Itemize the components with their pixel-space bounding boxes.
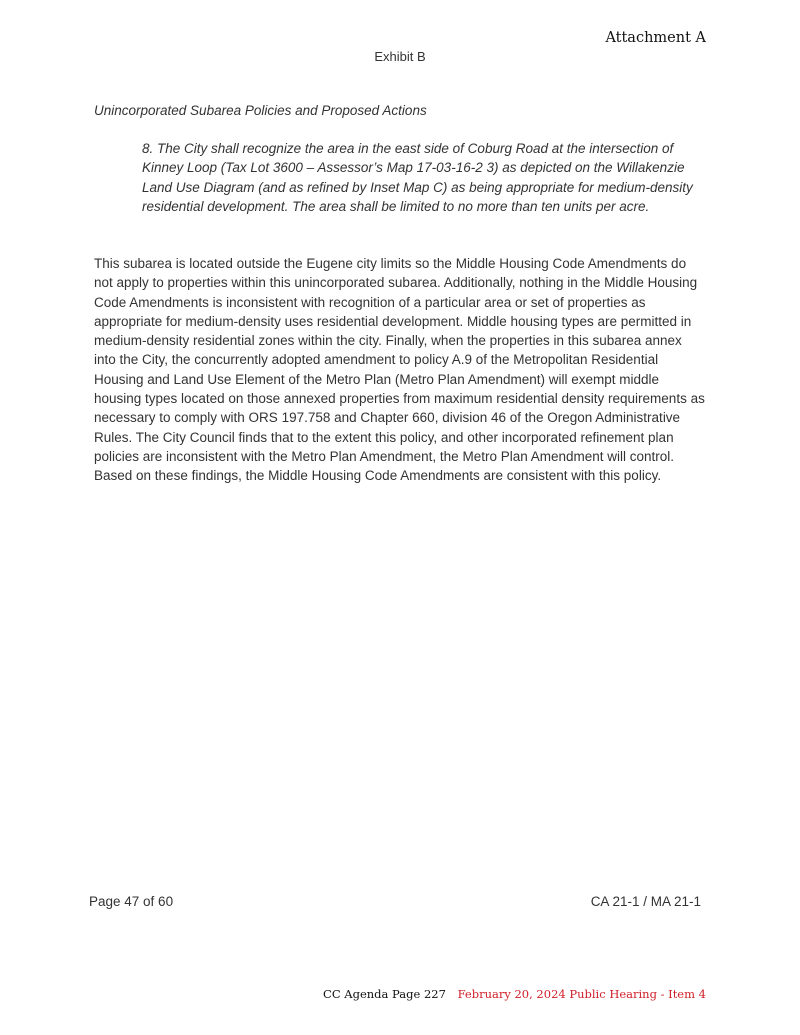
page-number: Page 47 of 60: [89, 894, 174, 909]
policy-text: 8. The City shall recognize the area in the east side of Coburg Road at the intersection of Kinney Loop (Tax Lot 3600 – Assessor’s Map 17-03-16-2 3) as depicted on the Willakenzie Land Use Diagram (and as refined by Inset Map C) as being appropriate for medium-density residential development. The area shall be limited to no more than ten units per acre.: [142, 141, 693, 215]
exhibit-label: Exhibit B: [374, 49, 426, 64]
agenda-stamp: [323, 987, 706, 1001]
hearing-label: February 20, 2024 Public Hearing - Item 4: [457, 987, 706, 1001]
section-heading: Unincorporated Subarea Policies and Proposed Actions: [94, 103, 427, 118]
agenda-page-label: CC Agenda Page 227: [323, 987, 446, 1001]
findings-paragraph: This subarea is located outside the Eugene city limits so the Middle Housing Code Amendments do not apply to properties within this unincorporated subarea. Additionally, nothing in the Middle Housing Code Amendments is inconsistent with recognition of a particular area or set of properties as appropriate for medium-density uses residential development. Middle housing types are permitted in medium-density residential zones within the city. Finally, when the properties in this subarea annex into the City, the concurrently adopted amendment to policy A.9 of the Metropolitan Residential Housing and Land Use Element of the Metro Plan (Metro Plan Amendment) will exempt middle housing types located on those annexed properties from maximum residential density requirements as necessary to comply with ORS 197.758 and Chapter 660, division 46 of the Oregon Administrative Rules. The City Council finds that to the extent this policy, and other incorporated refinement plan policies are inconsistent with the Metro Plan Amendment, the Metro Plan Amendment will control. Based on these findings, the Middle Housing Code Amendments are consistent with this policy.: [94, 256, 705, 484]
attachment-label: Attachment A: [605, 30, 706, 46]
case-numbers: CA 21-1 / MA 21-1: [590, 894, 701, 909]
